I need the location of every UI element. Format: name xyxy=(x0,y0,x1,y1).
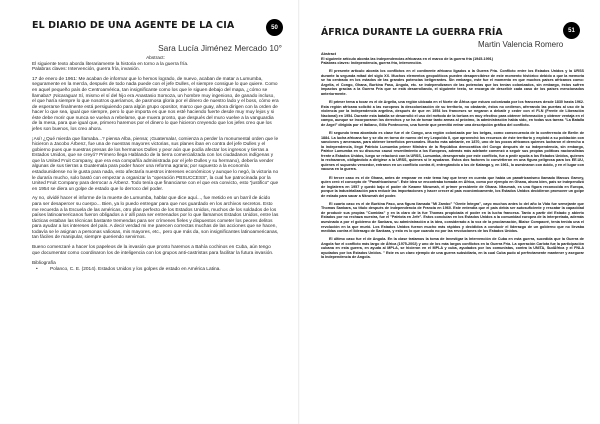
body-paragraph: El primer tema a tocar es el de Argelia, una región ubicada en el Norte de África que estuvo colonizada por los franceses desde 1830 hasta 1962. Esta región africana solicitó a las europeos la descolonización de su territorio, no obstante, éstos no cedieron, aferrando las puertas al uso de la violencia por la independencia argelina, después de que en 1954 los franceses se negaron a debatir y ceder con el FLN (Frente de Liberación Nacional) en 1954. Durante esta batalla se desarrolló el uso del método de la tortura en muy efectivo para obtener información y obtener ventaja en el campo, aunque se incorporaron los derechos y se ha de tomar tanto armas al próximo, la administración había sido, en todas sus tareas "La Batalla de Argel" dirigida por el italiano, Gillo Pontecorvo, una fuente que permitió entrar una descripción gráfica del conflicto. xyxy=(321,100,584,127)
body-paragraph: El segundo tema abordado es clase fue el de Congo, una región colonizada por los belgas, como consecuencia de la conferencia de Berlín de 1884. La lucha africana fue y se dio en torno de nuevo del rey Leopoldo II, que aprovechó los recursos de éste territorio y explotó a su población con sanciones y amenazas, para obtener beneficios personales. Mucho más adelante, en 1870, uno de los pocos africanos quienes lucharon el derecho a la independencia, llegó Patricio Lumumba primer Ministro de la República democrática del Congo después de su independencia, sin embargo, Patrice Lumumba en su discurso causó resentimiento a los Europeos, además más adelante comenzó a seguir sus propias políticas nacionalistas frente a Estados Unidos, luego se relacionó con la URSS, Lumumba, desesperado por este conflicto, fue a pedir ayuda a los Estados Unidos, quienes la rechazaron, obligándolo a dirigirse a la URSS, quienes sí le ayudaron. Estos dos factores lo convirtieron en una figura peligrosa para los EE.UU, quienes el supuesto vencedor, entraron en un conflicto contra él, entregándolo a los de Katanga y, en 1961, lo asesinaron con ácido, y en el lugar con vacuna en la guerra. xyxy=(321,130,584,172)
keywords: Palabras claves: Intervención, guerra fría, invasión. xyxy=(32,67,140,73)
bibliography-heading: Bibliografía xyxy=(32,260,56,266)
body-paragraph: El tercer caso es el de Ghana, antes de empezar en este tema hay que tener en cuenta que había un panafricanismo llamado Marcus Garvey, quien creó el concepto de "Panafricanismo". Este idea se encontraba tomada en África, como por ejemplo en Ghana, ahora bien, país se independizó de Inglaterra en 1957 y quedó bajo el poder de Kwame Nkrumah, el primer presidente de Ghana. Nkrumah, es una figura reconocida en Europa, porque la industrialización para reducir las importaciones y hacer crecer al país económicamente, los Estados Unidos decidieron promover un golpe de estado para sacar a Nkrumah del poder. xyxy=(321,175,584,198)
abstract-heading: Abstract xyxy=(321,52,336,56)
page-number-badge: 50 xyxy=(266,19,283,36)
page-title: ÁFRICA DURANTE LA GUERRA FRÍA xyxy=(321,27,503,38)
author-name: Sara Lucía Jiménez Mercado 10° xyxy=(158,43,282,53)
body-paragraph: El presente artículo aborda los conflictos en el continente africano ligados a la Guerra Fría. Conflicto entre los Estados Unidos y la URSS durante la segunda mitad del siglo XX. Muchos elementos geopolíticos pueden desapercibirse de este momento histórico debido a que la memoria se ha centrado en los estados de las grandes potencias beligerantes. Sin embargo, este fue el momento en que muchos países africanos como: Argelia, el Congo, Ghana, Burkina Faso, Angola, etc. se independizaron de las potencias que los tenían colonizados, sin embargo, éstos sufren impactos gracias a la Guerra Fría que se está desarrollando, el siguiente texto, se encarga de describir cada caso de los países mencionados anteriormente. xyxy=(321,69,584,96)
body-paragraph: ¡Así! ¿Qué mierda que llamaba...? piensa Alba, piensa; ¡Guatemala!, comienza a perder la monumental orden que le hicieron a Jacobo Árbenz, fue una de nuestras mayores victorias, sus planes iban en contra del jefe Dulles y el gobierno pues que nuestras presas de los hermanos Dulles y peor aún que podía afectar los ingresos y tierras a Estados Unidos, que se creyó? Primero llega Hablando de la tierra comercializada con los ciudadanos indígenas y que la United Fruit Company, que era esa compañía administrada por el jefe Dulles y su hermano), debería vender algunas de sus tierras a Guatemala para poder hacer una reforma agraria; por supuesto a la economía estadounidense no le gusta para nada, esto afectaría nuestros intereses económicos y aunque lo negó, la victoria no le duraría mucho, solo bastó con empezar a organizar la "operación PBSUCCESS", la cual fue patrocinada por la United Fruit Company para derrocar a Árbenz. Todo tenía que financiarse con el que era convicto, esto "justifico" que en 1954 se diera un golpe de estado que lo derroco del poder. xyxy=(32,136,279,192)
abstract-text: El siguiente texto aborda literariamente la historia en torno a la guerra fría. xyxy=(32,61,189,67)
article-body xyxy=(32,56,279,277)
keywords: Palabras claves: Independencia, guerra fría, intervención. xyxy=(321,61,423,66)
bibliography-item: • Polanco, C. E. (2014). Estados Unidos y los golpes de estado en América Latina. xyxy=(36,267,221,273)
body-paragraph: 17 de enero de 1961: Me acaban de informar que lo hemos logrado, de nuevo, acaban de matar a Lumumba, seguramente en la mercla, después de todo nada puede con el jefe Dulles, el siempre consigue lo que quiere. Como en aquel pequeño país de Centroamérica, tan insignificante como los que le siguen debajo del mapa, ¿cómo se llamaba? ¡Nicaragua! Sí, mismo el sí del hijo era Anastasio Somoza, un hombre muy ingenioso, de ganado incluso, el que haría siempre lo que nosotros queríamos, de pasmosa gloria por el dinero de nuestro lado y el boss, cómo era de esperarse finalmente está persiguiendo para algún grupo opositor, marco que guay, ahora dirigen con la orden de hacer lo que sea, igual que siempre, pero lo que importa es que nos esté haciendo fuerte desde muy muy lejos y si éste debe morir que nunca se vuelva a rebelarse, que muera pronto, que después del muro vuelve a la vanguardia de la mesa, para que igual que, primero haremos por el dinero lo que hicieron creyendo que los jefes creo que los jefes son buenos, los creo ahora. xyxy=(32,76,279,132)
body-paragraph: Ay no, olvidé hacer el informe de la muerte de Lumumba, hablar que dice aquí..., fue metido en un barril de ácido para ser desapercer su cuerpo... Bien, ya lo puedo entregar para que nos guardado en los archivos secretos. Esto me recuerda a la Escuela de las américas, otro plan perfecto de los Estados Unidos, muchos de los soldados de los países latinoamericanos fueron obligados a ir allí para ser entrenados por lo que llamamos Estados Unidos, entre las tácticas estaban las técnicas bastante tremendas para ser crímenes fíeles y dispuestos cometer los peores delitos para ayudar a los intereses del país. A decir verdad mi me parecen correctas muchas de las acciones que se hacen, todavía se le asignan a personas valiosas, mis mayores, etc., pero que más da, son insignificantes latinoamericanas, tan fáciles de manipular, siempre queriendo servirnos. xyxy=(32,196,279,241)
bullet-icon: • xyxy=(36,267,38,273)
page-number-badge: 51 xyxy=(563,22,580,39)
closing-paragraph: El último caso fue el de Angola. En la clase tratamos la toma de Investigar la Intervención de Cuba en esta guerra, sucedida que la Guerra de Angola fue el conflicto más largo de África (1975-2002) y uno de los más largos conflictos en la Guerra Fría. La operación Carlota fue la participación cubana en esta guerra, en ayuda al MPLA, se hicieron en el MPLA y cuba, ayudados por los comunistas, contra la UNITA, SudÁfrica y el FNLA ayudados por los Estados Unidos. " Este es un claro ejemplo de una guerra subsidiaria, en la cual Cuba pudo al perfectamente mantener y asegurar la Independencia de Angola. xyxy=(321,237,584,260)
abstract-heading: Abstract: xyxy=(146,56,165,61)
body-paragraph: El cuarto caso es el de Burkina Faso, una figura llamada "Mi Zambo" "Gente Íntegra", cayo muchos antes lo del año la Vida fue semejante que Thomas Sankara, su título después de independencia de Francia en 1960. Este entendía que el país debía ser autosuficiente y rescatar la capacidad de producir sus propias "Comidas" y en la claro de la fue Thomas propiciada el poder en la lucha francesa. Tanto a partir del Estado y abierto Estados por no rechaza nuestra, fue el "Patriota en Jefe". Estos concluían en los Estados Unidos a la comunidad europea de la interpretada, además asesinado a por el gobierno de Sankara, su administración a la idea, considerado a la voz de la proclamación, Blaise Compaoré, tenía tenida una el revolución en la que murió. Los Estados Unidos fueron mucho más rápidos y decididos a conducir el liderazgo de un gobierno que no llevaba medidas contra el liderazgo de Sankara, y esto es lo que cuando no por las revoluciones de los Estados Unidos. xyxy=(321,201,584,234)
article-body xyxy=(321,52,584,264)
page-title: EL DIARIO DE UNA AGENTE DE LA CIA xyxy=(32,20,235,31)
body-paragraph: Bueno comenzaré a hacer los papeleos de la invasión que pronto haremos a Bahía cochinos en Cuba, aún tengo que documentar como coordinaron los de inteligencia con los grupos anti-castristas para facilitar la futura invasión. xyxy=(32,245,274,256)
author-name: Martin Valencia Romero xyxy=(478,40,564,49)
abstract-text: El siguiente artículo aborda las independencias africanas en el marco de la guerra fría (1945-1991) xyxy=(321,56,493,61)
